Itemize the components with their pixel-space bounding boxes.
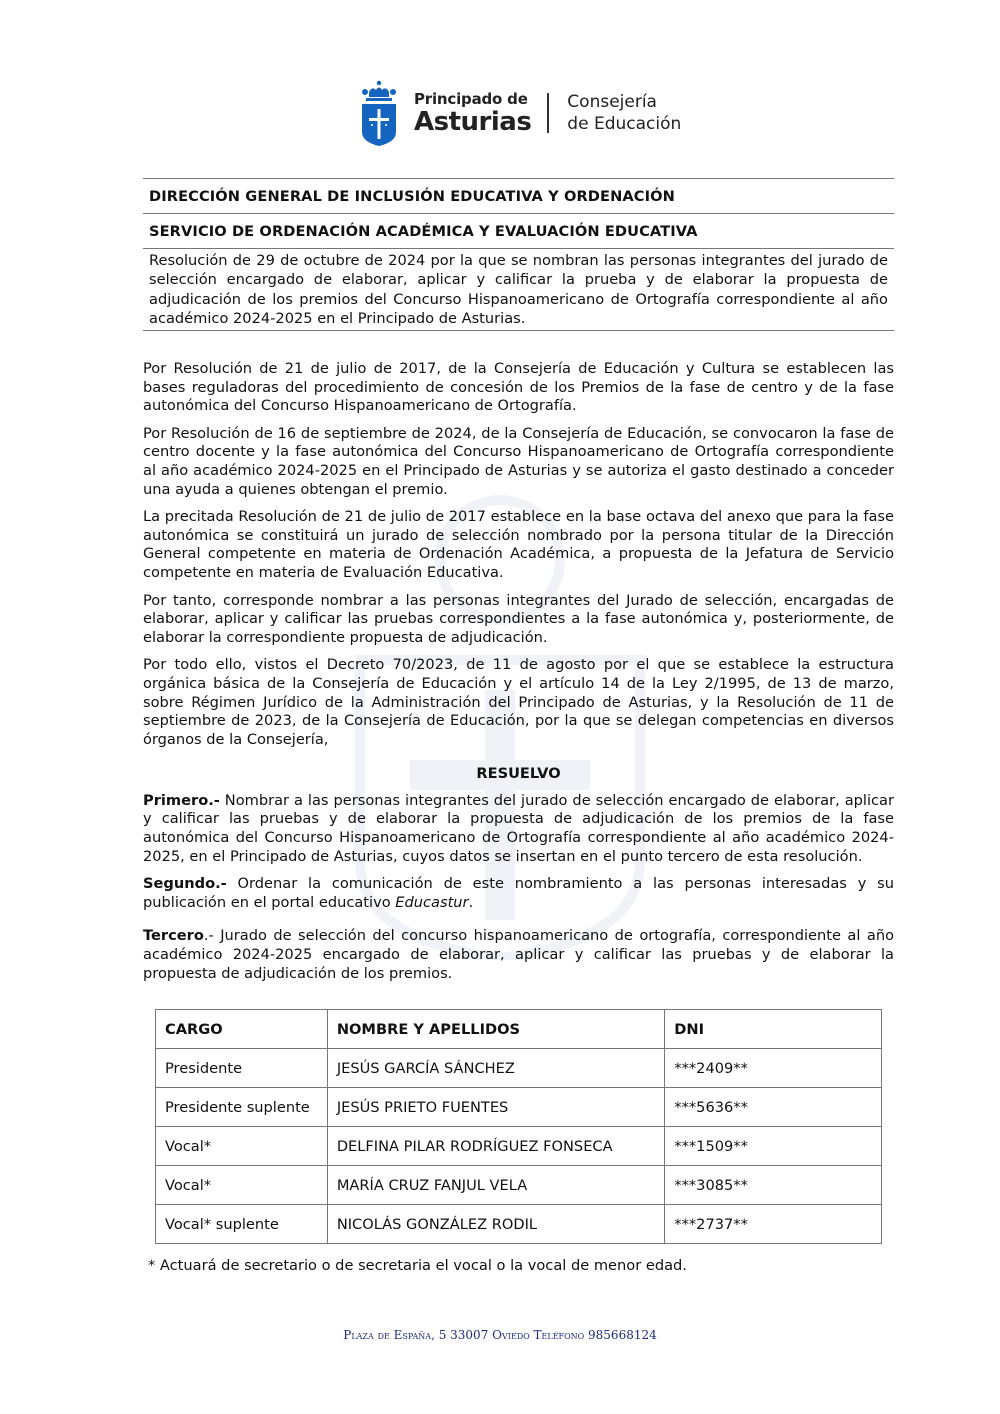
cargo-cell: Vocal*	[156, 1166, 328, 1205]
asturias-coat-of-arms-icon	[360, 80, 398, 146]
direccion-general-title: DIRECCIÓN GENERAL DE INCLUSIÓN EDUCATIVA Y ORDENACIÓN	[149, 188, 675, 205]
table-row	[156, 1166, 882, 1205]
resuelvo-heading: RESUELVO	[476, 765, 561, 783]
document-header-box	[143, 178, 894, 331]
brand-line2: Asturias	[414, 106, 532, 137]
table-row	[156, 1049, 882, 1088]
page-footer-address: Plaza de España, 5 33007 Oviedo Teléfono 985668124	[343, 1328, 657, 1342]
document-body	[143, 360, 894, 992]
segundo-text: Ordenar la comunicación de este nombramiento a las personas interesadas y su publicación en el portal educativo	[143, 875, 894, 911]
header-cargo: CARGO	[156, 1010, 328, 1049]
dni-cell: ***5636**	[665, 1088, 882, 1127]
dept-line1: Consejería	[567, 92, 657, 112]
paragraph: Por Resolución de 16 de septiembre de 2024, de la Consejería de Educación, se convocaron la fase de centro docente y la fase autonómica del Concurso Hispanoamericano de Ortografía correspondiente al año académico 2024-2025 en el Principado de Asturias y se autoriza el gasto destinado a conceder una ayuda a quienes obtengan el premio.	[143, 424, 894, 498]
nombre-cell: DELFINA PILAR RODRÍGUEZ FONSECA	[327, 1127, 664, 1166]
tercero-paragraph	[143, 927, 894, 983]
primero-label: Primero.-	[143, 791, 220, 809]
primero-paragraph	[143, 792, 894, 866]
divider	[143, 330, 894, 331]
tercero-label: Tercero	[143, 927, 204, 945]
paragraph: La precitada Resolución de 21 de julio de 2017 establece en la base octava del anexo que para la fase autonómica se constituirá un jurado de selección nombrado por la persona titular de la Dirección General competente en materia de Ordenación Académica, a propuesta de la Jefatura de Servicio competente en materia de Evaluación Educativa.	[143, 508, 894, 581]
resolution-summary: Resolución de 29 de octubre de 2024 por la que se nombran las personas integrantes del jurado de selección encargado de elaborar, aplicar y calificar la prueba y de elaborar la propuesta de adjudicación de los premios del Concurso Hispanoamericano de Ortografía correspondiente al año académico 2024-2025 en el Principado de Asturias.	[149, 252, 888, 328]
paragraph: Por todo ello, vistos el Decreto 70/2023, de 11 de agosto por el que se establece la estructura orgánica básica de la Consejería de Educación y el artículo 14 de la Ley 2/1995, de 13 de marzo, sobre Régimen Jurídico de la Administración del Principado de Asturias, y la Resolución de 11 de septiembre de 2023, de la Consejería de Educación, por la que se delegan competencias en diversos órganos de la Consejería,	[143, 656, 894, 748]
dni-cell: ***3085**	[665, 1166, 882, 1205]
header-dni: DNI	[665, 1010, 882, 1049]
department-name	[567, 91, 681, 135]
segundo-end: .	[468, 893, 474, 911]
segundo-paragraph	[143, 875, 894, 912]
cargo-cell: Vocal*	[156, 1127, 328, 1166]
jury-table	[155, 1009, 882, 1244]
brand-separator	[547, 93, 549, 133]
paragraph: Por tanto, corresponde nombrar a las personas integrantes del Jurado de selección, encargadas de elaborar, aplicar y calificar las pruebas correspondientes a la fase autonómica y, posteriormente, de elaborar la correspondiente propuesta de adjudicación.	[143, 591, 894, 646]
secretary-footnote: * Actuará de secretario o de secretaria el vocal o la vocal de menor edad.	[148, 1257, 687, 1274]
nombre-cell: NICOLÁS GONZÁLEZ RODIL	[327, 1205, 664, 1244]
dni-cell: ***2409**	[665, 1049, 882, 1088]
dni-cell: ***2737**	[665, 1205, 882, 1244]
table-header-row	[156, 1010, 882, 1049]
table-row	[156, 1205, 882, 1244]
table-row	[156, 1127, 882, 1166]
nombre-cell: MARÍA CRUZ FANJUL VELA	[327, 1166, 664, 1205]
header-nombre: NOMBRE Y APELLIDOS	[327, 1010, 664, 1049]
primero-text: Nombrar a las personas integrantes del jurado de selección encargado de elaborar, aplicar y calificar las pruebas y de elaborar la propuesta de adjudicación de los premios de la fase autonómica del Concurso Hispanoamericano de Ortografía correspondiente al año académico 2024-2025, en el Principado de Asturias, cuyos datos se insertan en el punto tercero de esta resolución.	[143, 791, 894, 865]
segundo-label: Segundo.-	[143, 875, 227, 893]
table-row	[156, 1088, 882, 1127]
educastur-portal-name: Educastur	[395, 893, 469, 911]
brand-name	[414, 89, 532, 137]
cargo-cell: Vocal* suplente	[156, 1205, 328, 1244]
brand-line1: Principado de	[414, 89, 528, 108]
dept-line2: de Educación	[567, 114, 682, 134]
cargo-cell: Presidente	[156, 1049, 328, 1088]
header-logo	[360, 80, 681, 146]
cargo-cell: Presidente suplente	[156, 1088, 328, 1127]
nombre-cell: JESÚS GARCÍA SÁNCHEZ	[327, 1049, 664, 1088]
tercero-text: .- Jurado de selección del concurso hispanoamericano de ortografía, correspondiente al año académico 2024-2025 encargado de elaborar, aplicar y calificar las pruebas y de elaborar la propuesta de adjudicación de los premios.	[143, 927, 894, 982]
paragraph: Por Resolución de 21 de julio de 2017, de la Consejería de Educación y Cultura se establecen las bases reguladoras del procedimiento de concesión de los Premios de la fase de centro y de la fase autonómica del Concurso Hispanoamericano de Ortografía.	[143, 360, 894, 415]
nombre-cell: JESÚS PRIETO FUENTES	[327, 1088, 664, 1127]
servicio-title: SERVICIO DE ORDENACIÓN ACADÉMICA Y EVALUACIÓN EDUCATIVA	[149, 223, 698, 240]
dni-cell: ***1509**	[665, 1127, 882, 1166]
